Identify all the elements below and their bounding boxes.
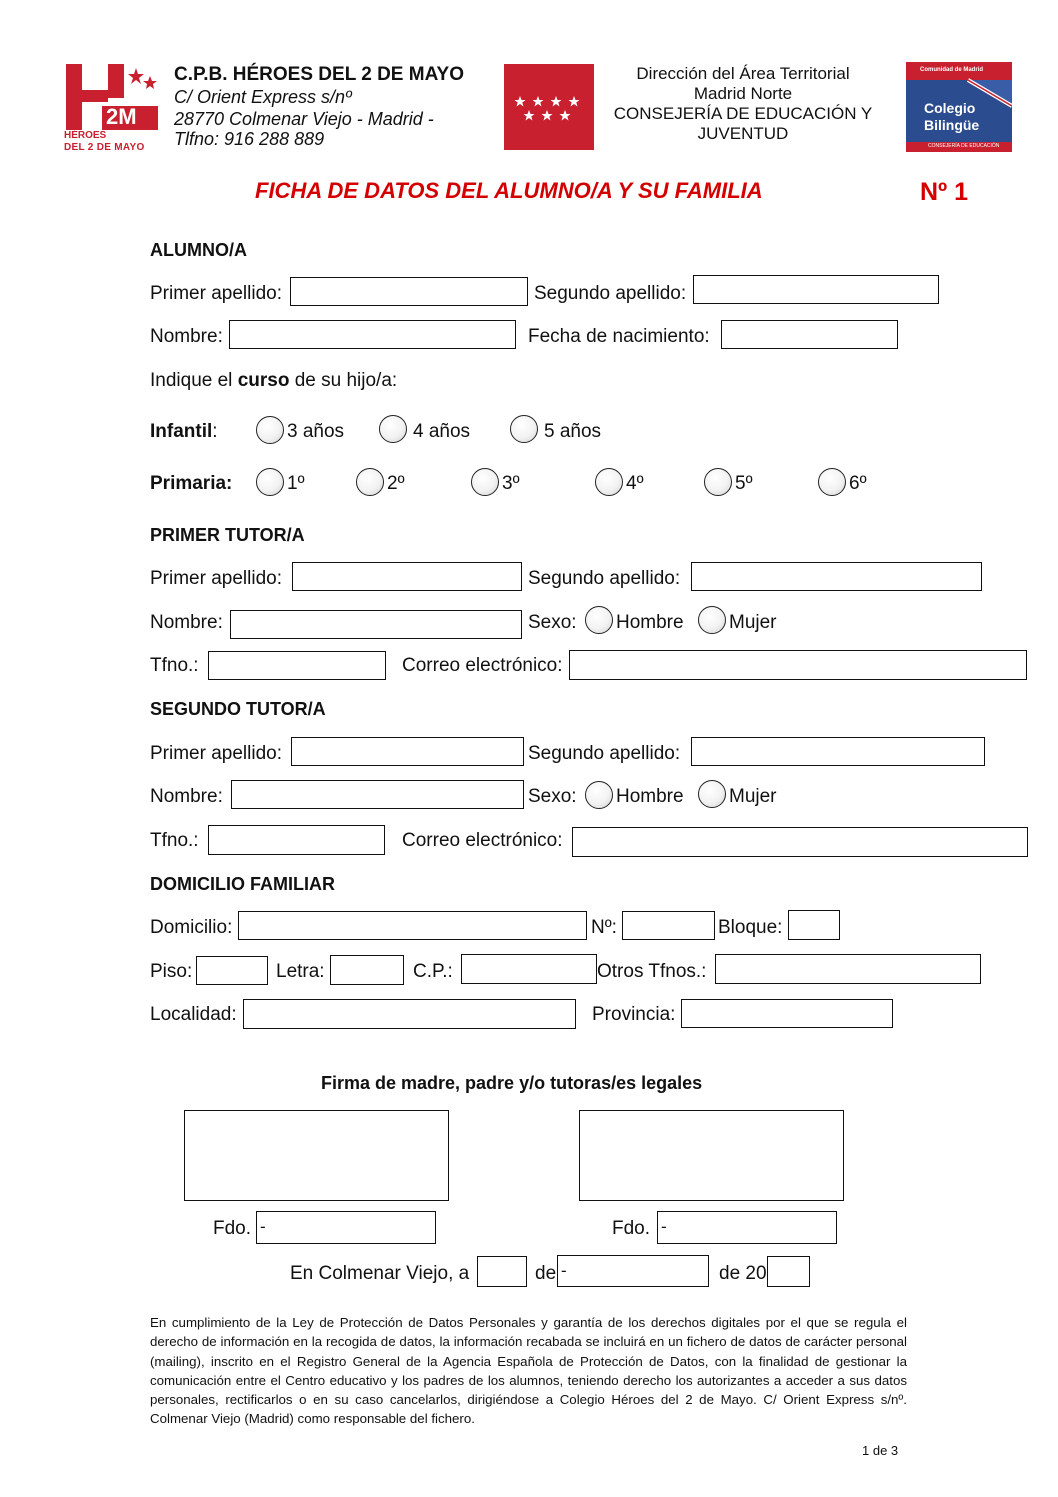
year-field[interactable] [767,1256,810,1287]
dat-line-2: Madrid Norte [693,84,793,103]
tutor1-sexo-label: Sexo: [528,612,577,633]
fdo-field-1[interactable]: - [256,1211,436,1244]
school-phone: Tlfno: 916 288 889 [174,129,325,149]
infantil-label-colon: : [212,421,218,442]
page-number: 1 de 3 [862,1443,899,1458]
bilingual-top-text: Comunidad de Madrid [920,67,983,73]
alumno-segundo-apellido-label: Segundo apellido: [534,283,687,304]
infantil-option-4-label: 4 años [413,421,471,442]
radio-infantil-5[interactable] [510,415,538,443]
radio-primaria-1[interactable] [256,468,284,496]
alumno-primer-apellido-label: Primer apellido: [150,283,282,304]
radio-primaria-6[interactable] [818,468,846,496]
radio-tutor1-mujer[interactable] [698,606,726,634]
fdo-label-1: Fdo. [213,1218,252,1239]
letra-field[interactable] [330,955,404,985]
tutor2-telefono-field[interactable] [208,825,385,855]
primaria-option-4-label: 4º [626,473,644,494]
alumno-nombre-label: Nombre: [150,326,223,347]
tutor2-mujer-label: Mujer [729,786,777,807]
logo-caption-2: DEL 2 DE MAYO [64,142,145,153]
day-field[interactable] [477,1256,527,1287]
numero-label: Nº: [591,917,617,938]
radio-primaria-5[interactable] [704,468,732,496]
madrid-flag [504,64,594,150]
radio-primaria-2[interactable] [356,468,384,496]
firma-box-2[interactable] [579,1110,844,1201]
tutor1-segundo-apellido-label: Segundo apellido: [528,568,681,589]
school-address-1: C/ Orient Express s/nº [174,87,352,107]
de-label-1: de [535,1263,557,1284]
cp-field[interactable] [461,954,597,984]
fdo-label-2: Fdo. [612,1218,651,1239]
month-field[interactable]: - [557,1255,709,1287]
de-label-2: de 20 [719,1263,767,1284]
alumno-fecha-nacimiento-label: Fecha de nacimiento: [528,326,710,347]
domicilio-field[interactable] [238,911,587,940]
alumno-nombre-field[interactable] [229,320,516,349]
tutor2-sexo-label: Sexo: [528,786,577,807]
radio-tutor1-hombre[interactable] [585,606,613,634]
tutor1-primer-apellido-field[interactable] [292,562,522,591]
alumno-primer-apellido-field[interactable] [290,277,528,306]
tutor2-telefono-label: Tfno.: [150,830,199,851]
tutor1-nombre-field[interactable] [230,610,522,639]
cp-label: C.P.: [413,961,453,982]
tutor2-correo-label: Correo electrónico: [402,830,563,851]
tutor2-primer-apellido-label: Primer apellido: [150,743,282,764]
tutor1-mujer-label: Mujer [729,612,777,633]
domicilio-label: Domicilio: [150,917,233,938]
curso-prompt-a: Indique el [150,370,238,391]
bilingual-line-2: Bilingüe [924,117,980,133]
tutor2-nombre-field[interactable] [231,780,524,809]
tutor2-segundo-apellido-field[interactable] [691,737,985,766]
bilingual-line-1: Colegio [924,100,976,116]
otros-tfnos-field[interactable] [715,954,981,984]
dat-block [598,64,888,144]
tutor1-segundo-apellido-field[interactable] [691,562,982,591]
tutor1-telefono-field[interactable] [208,651,386,680]
tutor2-correo-field[interactable] [572,827,1028,857]
tutor1-primer-apellido-label: Primer apellido: [150,568,282,589]
infantil-label-text: Infantil [150,421,213,442]
fdo-field-2[interactable]: - [657,1211,837,1244]
bloque-label: Bloque: [718,917,783,938]
primaria-option-6-label: 6º [849,473,867,494]
tutor1-telefono-label: Tfno.: [150,655,199,676]
letra-label: Letra: [276,961,325,982]
dat-line-4: JUVENTUD [697,124,789,143]
provincia-label: Provincia: [592,1004,676,1025]
bilingual-logo [906,62,1012,152]
tutor2-hombre-label: Hombre [616,786,684,807]
tutor1-correo-label: Correo electrónico: [402,655,563,676]
school-address-2: 28770 Colmenar Viejo - Madrid - [174,109,434,129]
radio-tutor2-hombre[interactable] [585,781,613,809]
section-alumno-heading: ALUMNO/A [150,240,247,260]
tutor1-hombre-label: Hombre [616,612,684,633]
radio-primaria-3[interactable] [471,468,499,496]
primaria-option-5-label: 5º [735,473,753,494]
primaria-label: Primaria: [150,473,233,494]
firma-box-1[interactable] [184,1110,449,1201]
infantil-option-3-label: 3 años [287,421,345,442]
tutor1-nombre-label: Nombre: [150,612,223,633]
radio-primaria-4[interactable] [595,468,623,496]
logo-caption-1: HÉROES [64,130,107,141]
tutor2-nombre-label: Nombre: [150,786,223,807]
dat-line-3: CONSEJERÍA DE EDUCACIÓN Y [613,104,873,123]
primaria-option-1-label: 1º [287,473,305,494]
section-tutor2-heading: SEGUNDO TUTOR/A [150,699,326,719]
numero-field[interactable] [622,911,715,940]
curso-prompt-b: curso [237,370,290,391]
alumno-fecha-nacimiento-field[interactable] [721,320,898,349]
radio-infantil-4[interactable] [379,415,407,443]
alumno-segundo-apellido-field[interactable] [693,275,939,304]
form-number: Nº 1 [920,178,969,206]
dat-line-1: Dirección del Área Territorial [636,64,850,83]
curso-prompt [150,369,397,393]
form-title: FICHA DE DATOS DEL ALUMNO/A Y SU FAMILIA [255,178,763,203]
radio-infantil-3[interactable] [256,416,284,444]
otros-tfnos-label: Otros Tfnos.: [597,961,707,982]
primaria-option-3-label: 3º [502,473,520,494]
piso-field[interactable] [196,956,268,985]
section-tutor1-heading: PRIMER TUTOR/A [150,525,305,545]
bilingual-bottom-text: CONSEJERÍA DE EDUCACIÓN [928,143,1000,149]
logo-mark: 2M [106,104,137,129]
infantil-label [150,420,218,444]
tutor1-correo-field[interactable] [569,650,1027,680]
localidad-label: Localidad: [150,1004,237,1025]
place-date-text: En Colmenar Viejo, a [290,1263,470,1284]
curso-prompt-c: de su hijo/a: [289,370,398,391]
piso-label: Piso: [150,961,193,982]
bloque-field[interactable] [788,910,840,940]
radio-tutor2-mujer[interactable] [698,780,726,808]
infantil-option-5-label: 5 años [544,421,602,442]
firma-heading: Firma de madre, padre y/o tutoras/es legales [321,1073,703,1093]
primaria-option-2-label: 2º [387,473,405,494]
legal-notice: En cumplimiento de la Ley de Protección de Datos Personales y garantía de los derechos digitales por el que se regula el derecho de información en la recogida de datos, la información recabada se incluirá en un fichero de datos de carácter personal (mailing), inscrito en el Registro General de la Agencia Española de Protección de Datos, con la finalidad de gestionar la comunicación entre el Centro educativo y los padres de los alumnos, teniendo derecho los autorizantes a acceder a sus datos personales, rectificarlos o en su caso cancelarlos, dirigiéndose a Colegio Héroes del 2 de Mayo. C/ Orient Express s/nº. Colmenar Viejo (Madrid) como responsable del fichero. [150,1315,907,1427]
tutor2-segundo-apellido-label: Segundo apellido: [528,743,681,764]
school-name: C.P.B. HÉROES DEL 2 DE MAYO [174,64,465,85]
provincia-field[interactable] [681,999,893,1028]
localidad-field[interactable] [243,999,576,1029]
section-domicilio-heading: DOMICILIO FAMILIAR [150,874,335,894]
tutor2-primer-apellido-field[interactable] [291,737,524,766]
